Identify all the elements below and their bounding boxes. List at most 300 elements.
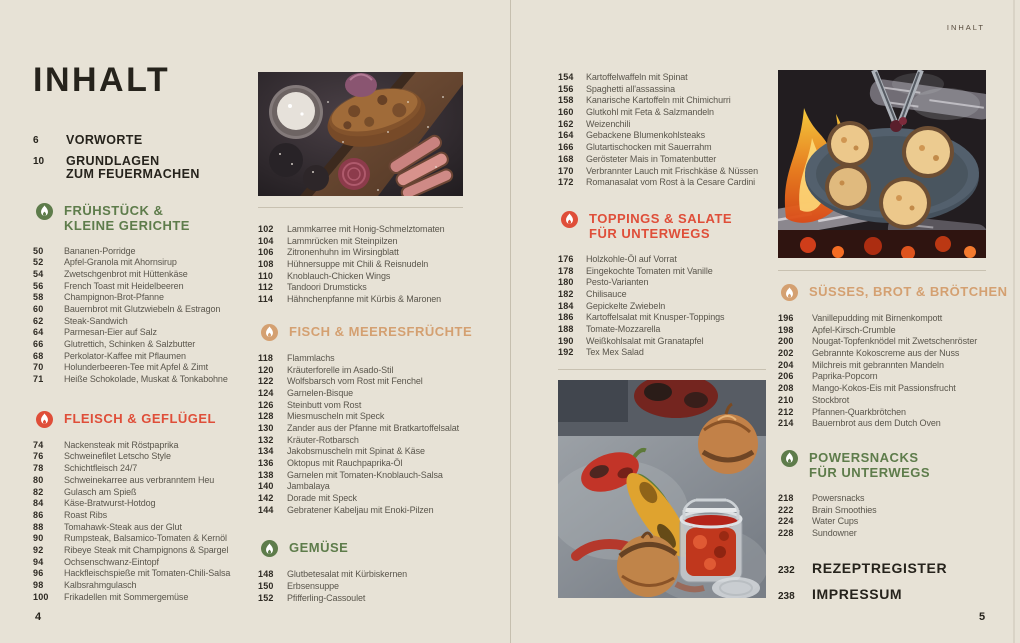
entry-page-number: 128 (258, 411, 274, 422)
entry-page-number: 142 (258, 493, 274, 504)
toc-entry (258, 236, 485, 248)
section-title (809, 284, 1008, 300)
entry-page-number: 78 (33, 463, 44, 474)
entry-list (778, 313, 1010, 430)
entry-page-number: 172 (558, 177, 574, 188)
entry-page-number: 204 (778, 359, 794, 370)
entry-page-number: 126 (258, 399, 274, 410)
section-title-line: FRÜHSTÜCK & (64, 202, 164, 218)
column-divider (258, 207, 463, 208)
entry-page-number: 70 (33, 362, 44, 373)
entry-page-number: 202 (778, 348, 794, 359)
toc-entry (778, 383, 1010, 395)
entry-page-number: 56 (33, 280, 44, 291)
entry-page-number: 82 (33, 486, 44, 497)
entry-page-number: 228 (778, 527, 794, 538)
entry-list (33, 246, 251, 386)
toc-entry (258, 282, 485, 294)
entry-page-number: 196 (778, 313, 794, 323)
toc-entry (258, 458, 485, 470)
entry-title: Oktopus mit Rauchpaprika-Öl (287, 458, 403, 468)
entry-page-number: 188 (558, 324, 574, 334)
entry-title: Ochsenschwanz-Eintopf (64, 556, 159, 567)
toc-entry (778, 407, 1010, 419)
entry-page-number: 176 (558, 253, 574, 264)
entry-title: Erbsensuppe (287, 581, 339, 592)
toc-entry (33, 304, 251, 316)
toc-entry (33, 339, 251, 351)
entry-page-number: 64 (33, 327, 44, 338)
entry-page-number: 156 (558, 83, 574, 94)
entry-list (778, 493, 1010, 540)
entry-title: French Toast mit Heidelbeeren (64, 280, 184, 291)
entry-page-number: 96 (33, 568, 44, 579)
front-matter-label (66, 134, 143, 148)
section-title-line: KLEINE GERICHTE (64, 218, 190, 233)
toc-entry (778, 348, 1010, 360)
toc-entry (558, 336, 770, 348)
entry-page-number: 98 (33, 580, 44, 590)
entry-title: Water Cups (812, 516, 859, 527)
toc-entry (33, 510, 251, 522)
entry-title: Garnelen mit Tomaten-Knoblauch-Salsa (287, 469, 443, 480)
entry-title: Eingekochte Tomaten mit Vanille (586, 265, 713, 276)
entry-page-number: 108 (258, 259, 274, 270)
toc-entry (258, 247, 485, 259)
entry-page-number: 80 (33, 474, 44, 485)
toc-entry (33, 351, 251, 363)
toc-entry (778, 528, 1010, 540)
entry-title: Gebratener Kabeljau mit Enoki-Pilzen (287, 504, 434, 515)
section-title-line: SÜSSES, BROT & BRÖTCHEN (809, 284, 1008, 299)
entry-page-number: 68 (33, 350, 44, 361)
toc-entry (778, 325, 1010, 337)
flame-icon (781, 284, 798, 301)
toc-entry (558, 277, 770, 289)
toc-entry (558, 95, 770, 107)
flame-icon (261, 540, 278, 557)
front-matter-list (33, 134, 251, 182)
entry-title: Powersnacks (812, 492, 865, 503)
entry-title: Kanarische Kartoffeln mit Chimichurri (586, 95, 731, 106)
entry-title: Wolfsbarsch vom Rost mit Fenchel (287, 376, 423, 387)
toc-entry (33, 327, 251, 339)
entry-title: Gulasch am Spieß (64, 486, 137, 497)
section-powersnacks (778, 450, 1010, 540)
entry-title: Bauernbrot mit Glutzwiebeln & Estragon (64, 303, 221, 314)
entry-list (558, 254, 770, 359)
toc-entry (258, 493, 485, 505)
entry-page-number: 76 (33, 451, 44, 462)
entry-page-number: 88 (33, 521, 44, 532)
entry-title: Kalbsrahmgulasch (64, 580, 137, 590)
section-title (809, 450, 930, 481)
entry-page-number: 84 (33, 498, 44, 509)
toc-entry (33, 257, 251, 269)
toc-entry (778, 395, 1010, 407)
entry-title: Verbrannter Lauch mit Frischkäse & Nüssen (586, 165, 758, 176)
entry-page-number: 52 (33, 257, 44, 268)
entry-title: Ribeye Steak mit Champignons & Spargel (64, 544, 229, 555)
entry-title: Knoblauch-Chicken Wings (287, 270, 391, 281)
toc-entry (258, 411, 485, 423)
entry-page-number: 58 (33, 292, 44, 303)
entry-page-number: 184 (558, 300, 574, 311)
entry-page-number: 218 (778, 492, 794, 503)
entry-page-number: 166 (558, 142, 574, 153)
toc-entry (33, 522, 251, 534)
entry-page-number: 164 (558, 130, 574, 141)
entry-page-number: 136 (258, 458, 274, 468)
toc-entry (558, 289, 770, 301)
entry-title: Schweinekarree aus verbranntem Heu (64, 474, 215, 485)
section-title-line: TOPPINGS & SALATE (589, 210, 733, 226)
entry-title: Pfannen-Quarkbrötchen (812, 406, 906, 417)
toc-entry (258, 581, 485, 593)
toc-entry (778, 505, 1010, 517)
entry-title: Gebackene Blumenkohlsteaks (586, 130, 705, 141)
back-matter-list (778, 560, 1010, 602)
entry-page-number: 132 (258, 434, 274, 445)
toc-entry (33, 498, 251, 510)
toc-entry (33, 362, 251, 374)
entry-title: Vanillepudding mit Birnenkompott (812, 313, 943, 323)
entry-list (258, 224, 485, 306)
toc-entry (258, 224, 485, 236)
section-header (258, 540, 485, 557)
back-matter-row (778, 586, 1010, 602)
entry-title: Perkolator-Kaffee mit Pflaumen (64, 350, 186, 361)
page-number-left: 4 (35, 611, 42, 623)
entry-title: Parmesan-Eier auf Salz (64, 327, 157, 338)
page-gutter-line (510, 0, 511, 643)
toc-entry (33, 568, 251, 580)
entry-title: Mango-Kokos-Eis mit Passionsfrucht (812, 383, 956, 394)
toc-entry (558, 154, 770, 166)
flame-icon (36, 203, 53, 220)
front-matter-page-number: 10 (33, 155, 45, 167)
entry-list (558, 72, 770, 189)
section-title-line: GEMÜSE (289, 540, 349, 556)
entry-title: Kräuter-Rotbarsch (287, 434, 359, 445)
section-fisch (258, 324, 485, 517)
entry-title: Holunderbeeren-Tee mit Apfel & Zimt (64, 362, 209, 373)
entry-page-number: 190 (558, 335, 574, 346)
entry-title: Frikadellen mit Sommergemüse (64, 591, 189, 602)
front-matter-label-line: VORWORTE (66, 133, 143, 147)
toc-entry (778, 516, 1010, 528)
flame-icon (561, 211, 578, 228)
toc-entry (33, 592, 251, 604)
toc-entry (33, 246, 251, 258)
entry-title: Rumpsteak, Balsamico-Tomaten & Kernöl (64, 533, 227, 544)
toc-entry (258, 470, 485, 482)
toc-entry (258, 400, 485, 412)
toc-entry (558, 312, 770, 324)
entry-page-number: 54 (33, 268, 44, 279)
entry-page-number: 90 (33, 533, 44, 544)
section-fruehstueck (33, 203, 251, 386)
entry-page-number: 71 (33, 374, 44, 385)
entry-page-number: 198 (778, 324, 794, 335)
section-fleisch (33, 411, 251, 604)
entry-page-number: 212 (778, 406, 794, 417)
entry-title: Steak-Sandwich (64, 315, 128, 326)
entry-title: Gerösteter Mais in Tomatenbutter (586, 153, 717, 164)
toc-entry (778, 371, 1010, 383)
entry-page-number: 134 (258, 446, 274, 457)
back-matter-row (778, 560, 1010, 576)
toc-entry (33, 545, 251, 557)
column-divider (558, 369, 766, 370)
toc-entry (558, 72, 770, 84)
back-matter-label: REZEPTREGISTER (812, 559, 948, 576)
toc-entry (33, 292, 251, 304)
toc-entry (258, 505, 485, 517)
entry-page-number: 182 (558, 288, 574, 299)
entry-page-number: 158 (558, 95, 574, 106)
toc-entry (258, 376, 485, 388)
toc-entry (558, 84, 770, 96)
entry-page-number: 208 (778, 383, 794, 394)
toc-column-1 (33, 62, 251, 603)
entry-title: Pesto-Varianten (586, 277, 649, 288)
toc-entry (778, 336, 1010, 348)
toc-entry (558, 107, 770, 119)
entry-page-number: 152 (258, 592, 274, 603)
toc-entry (33, 557, 251, 569)
entry-page-number: 180 (558, 277, 574, 288)
entry-page-number: 94 (33, 556, 44, 567)
toc-entry (558, 347, 770, 359)
toc-entry (33, 374, 251, 386)
section-title-line: FÜR UNTERWEGS (809, 465, 931, 481)
toc-column-2 (258, 72, 485, 605)
section-header (33, 203, 251, 234)
flame-icon (261, 324, 278, 341)
entry-title: Zitronenhuhn im Wirsingblatt (287, 247, 399, 258)
entry-title: Käse-Bratwurst-Hotdog (64, 498, 156, 509)
entry-title: Garnelen-Bisque (287, 387, 354, 398)
entry-title: Weizenchili (586, 118, 631, 129)
section-title (589, 211, 732, 242)
toc-entry (558, 166, 770, 178)
section-title (64, 411, 216, 427)
entry-title: Hackfleischspieße mit Tomaten-Chili-Salsa (64, 568, 231, 579)
charred-vegetables-photo (558, 380, 766, 598)
toc-entry (258, 569, 485, 581)
toc-entry (258, 271, 485, 283)
flame-icon (781, 450, 798, 467)
entry-title: Roast Ribs (64, 509, 108, 520)
entry-page-number: 100 (33, 591, 49, 602)
entry-title: Spaghetti all'assassina (586, 83, 675, 94)
page-number-right: 5 (979, 611, 986, 623)
toc-entry (33, 533, 251, 545)
section-header (778, 284, 1010, 301)
back-matter-label: IMPRESSUM (812, 585, 903, 602)
entry-title: Nougat-Topfenknödel mit Zwetschenröster (812, 336, 978, 347)
entry-title: Tomate-Mozzarella (586, 324, 661, 334)
entry-page-number: 178 (558, 265, 574, 276)
entry-title: Chilisauce (586, 288, 627, 299)
entry-title: Kartoffelwaffeln mit Spinat (586, 72, 688, 82)
toc-entry (258, 294, 485, 306)
section-header (778, 450, 1010, 481)
front-matter-label (66, 155, 200, 182)
back-matter-page-number: 238 (778, 590, 795, 602)
column-divider (778, 270, 986, 271)
entry-title: Jambalaya (287, 481, 330, 492)
entry-title: Glutartischocken mit Sauerrahm (586, 142, 712, 153)
toc-entry (258, 435, 485, 447)
front-matter-row (33, 134, 251, 148)
section-title (289, 324, 472, 340)
flame-icon (36, 411, 53, 428)
toc-column-4 (778, 70, 1010, 612)
toc-entry (33, 451, 251, 463)
entry-title: Kartoffelsalat mit Knusper-Toppings (586, 312, 725, 323)
entry-page-number: 162 (558, 118, 574, 129)
entry-title: Dorade mit Speck (287, 493, 357, 504)
entry-title: Tandoori Drumsticks (287, 282, 367, 293)
toc-entry (558, 324, 770, 336)
toc-entry (558, 254, 770, 266)
toc-entry (258, 259, 485, 271)
toc-entry (33, 281, 251, 293)
entry-page-number: 168 (558, 153, 574, 164)
entry-page-number: 114 (258, 294, 274, 305)
section-toppings (558, 211, 770, 359)
toc-entry (558, 119, 770, 131)
entry-page-number: 104 (258, 235, 274, 246)
running-header: INHALT (946, 23, 985, 32)
entry-title: Weißkohlsalat mit Granatapfel (586, 335, 704, 346)
front-matter-row (33, 155, 251, 182)
entry-title: Holzkohle-Öl auf Vorrat (586, 253, 677, 264)
entry-title: Tomahawk-Steak aus der Glut (64, 521, 182, 532)
entry-title: Schweinefilet Letscho Style (64, 451, 171, 462)
entry-title: Milchreis mit gebrannten Mandeln (812, 359, 944, 370)
front-matter-label-line: ZUM FEUERMACHEN (66, 167, 200, 181)
entry-page-number: 74 (33, 439, 44, 450)
toc-entry (258, 481, 485, 493)
entry-page-number: 138 (258, 469, 274, 480)
entry-title: Bananen-Porridge (64, 245, 136, 256)
entry-title: Champignon-Brot-Pfanne (64, 292, 164, 303)
section-title-line: FLEISCH & GEFLÜGEL (64, 410, 216, 426)
toc-entry (33, 440, 251, 452)
toc-entry (258, 353, 485, 365)
toc-entry (258, 446, 485, 458)
entry-title: Tex Mex Salad (586, 347, 644, 358)
glass-lid (712, 577, 760, 598)
entry-page-number: 130 (258, 422, 274, 433)
entry-page-number: 140 (258, 481, 274, 492)
entry-page-number: 102 (258, 224, 274, 234)
back-matter-page-number: 232 (778, 564, 795, 576)
entry-title: Steinbutt vom Rost (287, 399, 362, 410)
entry-title: Flammlachs (287, 352, 335, 363)
toc-entry (778, 418, 1010, 430)
entry-page-number: 150 (258, 581, 274, 592)
toc-entry (258, 593, 485, 605)
toc-entry (33, 316, 251, 328)
entry-page-number: 144 (258, 504, 274, 515)
toc-entry (778, 493, 1010, 505)
entry-list (33, 440, 251, 604)
entry-page-number: 50 (33, 245, 44, 256)
section-title-line: FISCH & MEERESFRÜCHTE (289, 323, 473, 339)
entry-title: Heiße Schokolade, Muskat & Tonkabohne (64, 374, 228, 385)
toc-entry (558, 130, 770, 142)
entry-page-number: 160 (558, 107, 574, 118)
toc-entry (558, 177, 770, 189)
section-title-line: FÜR UNTERWEGS (589, 226, 711, 242)
entry-page-number: 224 (778, 516, 794, 527)
entry-page-number: 124 (258, 387, 274, 398)
entry-title: Gebrannte Kokoscreme aus der Nuss (812, 348, 960, 359)
entry-page-number: 92 (33, 544, 44, 555)
toc-entry (33, 487, 251, 499)
entry-title: Lammkarree mit Honig-Schmelztomaten (287, 224, 445, 234)
entry-title: Hähnchenpfanne mit Kürbis & Maronen (287, 294, 442, 305)
toc-entry (33, 475, 251, 487)
entry-page-number: 122 (258, 376, 274, 387)
entry-title: Sundowner (812, 527, 857, 538)
salsa-jar (680, 500, 742, 582)
entry-title: Zander aus der Pfanne mit Bratkartoffelsalat (287, 422, 460, 433)
toc-entry (558, 301, 770, 313)
entry-page-number: 154 (558, 72, 574, 82)
entry-title: Gepickelte Zwiebeln (586, 300, 666, 311)
page-title: INHALT (33, 61, 171, 99)
toc-entry (778, 360, 1010, 372)
entry-page-number: 210 (778, 394, 794, 405)
entry-page-number: 112 (258, 282, 274, 293)
section-suesses (778, 284, 1010, 430)
toc-entry (778, 313, 1010, 325)
toc-entry (258, 365, 485, 377)
entry-page-number: 60 (33, 303, 44, 314)
entry-title: Schichtfleisch 24/7 (64, 463, 138, 474)
entry-page-number: 170 (558, 165, 574, 176)
toc-entry (33, 580, 251, 592)
entry-list (258, 353, 485, 517)
entry-title: Lammrücken mit Steinpilzen (287, 235, 398, 246)
section-header (258, 324, 485, 341)
page-edge-shadow (1013, 0, 1015, 643)
toc-entry (33, 463, 251, 475)
section-title (289, 540, 348, 556)
toc-entry (258, 423, 485, 435)
steak-photo (258, 72, 463, 196)
entry-title: Miesmuscheln mit Speck (287, 411, 385, 422)
entry-list (258, 569, 485, 604)
entry-title: Glutrettich, Schinken & Salzbutter (64, 339, 196, 349)
section-gemuese (258, 540, 485, 604)
entry-title: Bauernbrot aus dem Dutch Oven (812, 418, 941, 429)
entry-page-number: 148 (258, 569, 274, 580)
entry-page-number: 192 (558, 347, 574, 358)
front-matter-label-line: GRUNDLAGEN (66, 153, 160, 168)
section-header (33, 411, 251, 428)
entry-title: Zwetschgenbrot mit Hüttenkäse (64, 268, 188, 279)
entry-page-number: 110 (258, 270, 274, 281)
entry-title: Apfel-Kirsch-Crumble (812, 324, 896, 335)
entry-title: Stockbrot (812, 394, 850, 405)
entry-title: Kräuterforelle im Asado-Stil (287, 364, 394, 375)
